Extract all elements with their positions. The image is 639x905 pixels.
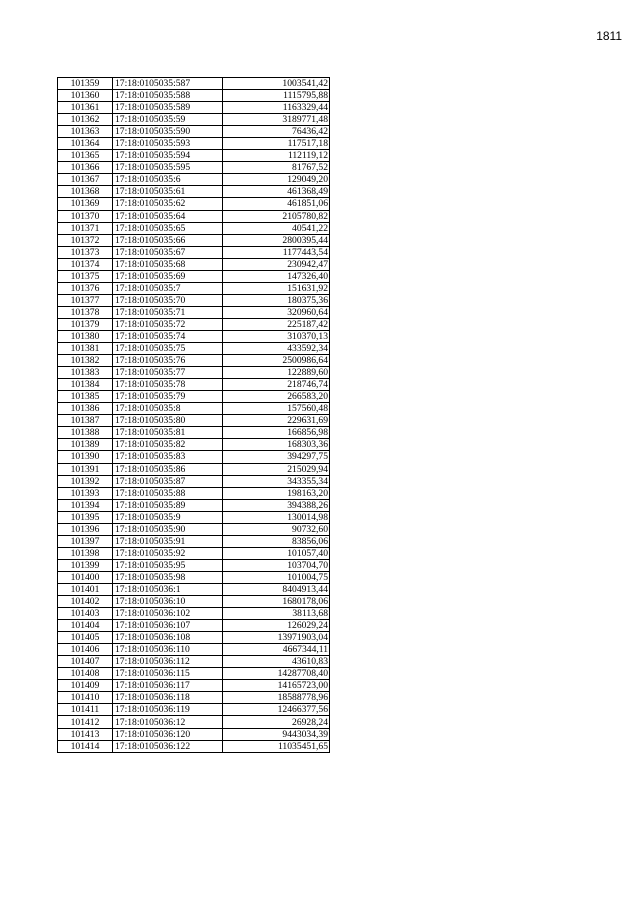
row-number-cell: 101370 (58, 210, 113, 222)
row-number-cell: 101386 (58, 403, 113, 415)
cadastral-number-cell: 17:18:0105035:81 (113, 427, 223, 439)
cadastral-number-cell: 17:18:0105036:102 (113, 608, 223, 620)
table-row (58, 234, 330, 246)
row-number-cell: 101392 (58, 475, 113, 487)
table-row (58, 644, 330, 656)
cadastral-number-cell: 17:18:0105035:77 (113, 367, 223, 379)
cadastral-value-cell: 129049,20 (223, 174, 330, 186)
cadastral-value-cell: 126029,24 (223, 620, 330, 632)
table-row (58, 620, 330, 632)
row-number-cell: 101362 (58, 114, 113, 126)
row-number-cell: 101401 (58, 583, 113, 595)
cadastral-value-cell: 14287708,40 (223, 668, 330, 680)
table-row (58, 439, 330, 451)
cadastral-number-cell: 17:18:0105035:78 (113, 379, 223, 391)
cadastral-number-cell: 17:18:0105035:70 (113, 294, 223, 306)
row-number-cell: 101395 (58, 511, 113, 523)
row-number-cell: 101396 (58, 523, 113, 535)
cadastral-value-cell: 394388,26 (223, 499, 330, 511)
row-number-cell: 101367 (58, 174, 113, 186)
table-row (58, 716, 330, 728)
table-row (58, 306, 330, 318)
cadastral-number-cell: 17:18:0105036:110 (113, 644, 223, 656)
cadastral-number-cell: 17:18:0105036:112 (113, 656, 223, 668)
table-row (58, 330, 330, 342)
cadastral-number-cell: 17:18:0105036:115 (113, 668, 223, 680)
table-row (58, 463, 330, 475)
cadastral-number-cell: 17:18:0105035:83 (113, 451, 223, 463)
cadastral-value-cell: 215029,94 (223, 463, 330, 475)
row-number-cell: 101406 (58, 644, 113, 656)
row-number-cell: 101397 (58, 535, 113, 547)
row-number-cell: 101360 (58, 90, 113, 102)
table-row (58, 451, 330, 463)
row-number-cell: 101410 (58, 692, 113, 704)
table-row (58, 355, 330, 367)
cadastral-number-cell: 17:18:0105035:88 (113, 487, 223, 499)
row-number-cell: 101376 (58, 282, 113, 294)
table-row (58, 427, 330, 439)
cadastral-number-cell: 17:18:0105036:118 (113, 692, 223, 704)
table-row (58, 282, 330, 294)
cadastral-value-cell: 11035451,65 (223, 740, 330, 752)
table-row (58, 632, 330, 644)
row-number-cell: 101380 (58, 330, 113, 342)
row-number-cell: 101408 (58, 668, 113, 680)
cadastral-number-cell: 17:18:0105036:1 (113, 583, 223, 595)
page-number: 1811 (596, 29, 622, 43)
row-number-cell: 101398 (58, 547, 113, 559)
cadastral-value-cell: 9443034,39 (223, 728, 330, 740)
table-row (58, 90, 330, 102)
table-row (58, 379, 330, 391)
table-row (58, 343, 330, 355)
table-row (58, 656, 330, 668)
table-row (58, 608, 330, 620)
cadastral-value-cell: 461368,49 (223, 186, 330, 198)
row-number-cell: 101382 (58, 355, 113, 367)
cadastral-number-cell: 17:18:0105035:8 (113, 403, 223, 415)
cadastral-number-cell: 17:18:0105035:80 (113, 415, 223, 427)
table-row (58, 740, 330, 752)
row-number-cell: 101403 (58, 608, 113, 620)
table-row (58, 162, 330, 174)
cadastral-number-cell: 17:18:0105035:62 (113, 198, 223, 210)
row-number-cell: 101365 (58, 150, 113, 162)
cadastral-number-cell: 17:18:0105035:588 (113, 90, 223, 102)
row-number-cell: 101369 (58, 198, 113, 210)
table-row (58, 210, 330, 222)
cadastral-value-cell: 1163329,44 (223, 102, 330, 114)
cadastral-value-cell: 229631,69 (223, 415, 330, 427)
table-row (58, 138, 330, 150)
cadastral-number-cell: 17:18:0105036:108 (113, 632, 223, 644)
cadastral-number-cell: 17:18:0105035:72 (113, 318, 223, 330)
cadastral-value-cell: 147326,40 (223, 270, 330, 282)
cadastral-value-cell: 14165723,00 (223, 680, 330, 692)
cadastral-value-cell: 1115795,88 (223, 90, 330, 102)
cadastral-value-cell: 8404913,44 (223, 583, 330, 595)
table-row (58, 559, 330, 571)
cadastral-number-cell: 17:18:0105035:587 (113, 78, 223, 90)
cadastral-number-cell: 17:18:0105035:74 (113, 330, 223, 342)
cadastral-value-cell: 320960,64 (223, 306, 330, 318)
table-body (58, 78, 330, 753)
table-row (58, 571, 330, 583)
cadastral-value-cell: 3189771,48 (223, 114, 330, 126)
cadastral-number-cell: 17:18:0105035:64 (113, 210, 223, 222)
cadastral-value-cell: 26928,24 (223, 716, 330, 728)
row-number-cell: 101404 (58, 620, 113, 632)
cadastral-number-cell: 17:18:0105035:7 (113, 282, 223, 294)
cadastral-number-cell: 17:18:0105035:90 (113, 523, 223, 535)
table-row (58, 258, 330, 270)
row-number-cell: 101394 (58, 499, 113, 511)
row-number-cell: 101363 (58, 126, 113, 138)
table-row (58, 198, 330, 210)
cadastral-value-cell: 461851,06 (223, 198, 330, 210)
row-number-cell: 101411 (58, 704, 113, 716)
table-row (58, 487, 330, 499)
row-number-cell: 101388 (58, 427, 113, 439)
cadastral-number-cell: 17:18:0105035:79 (113, 391, 223, 403)
cadastral-value-cell: 1680178,06 (223, 596, 330, 608)
row-number-cell: 101413 (58, 728, 113, 740)
cadastral-number-cell: 17:18:0105035:86 (113, 463, 223, 475)
table-row (58, 294, 330, 306)
table-row (58, 728, 330, 740)
table-row (58, 126, 330, 138)
cadastral-number-cell: 17:18:0105035:67 (113, 246, 223, 258)
row-number-cell: 101377 (58, 294, 113, 306)
cadastral-value-cell: 101004,75 (223, 571, 330, 583)
row-number-cell: 101400 (58, 571, 113, 583)
table-row (58, 475, 330, 487)
table-row (58, 499, 330, 511)
row-number-cell: 101389 (58, 439, 113, 451)
table-row (58, 668, 330, 680)
cadastral-value-cell: 198163,20 (223, 487, 330, 499)
row-number-cell: 101383 (58, 367, 113, 379)
row-number-cell: 101368 (58, 186, 113, 198)
cadastral-number-cell: 17:18:0105036:120 (113, 728, 223, 740)
cadastral-value-cell: 13971903,04 (223, 632, 330, 644)
cadastral-value-cell: 225187,42 (223, 318, 330, 330)
table-row (58, 78, 330, 90)
cadastral-number-cell: 17:18:0105035:87 (113, 475, 223, 487)
cadastral-value-cell: 83856,06 (223, 535, 330, 547)
cadastral-value-cell: 40541,22 (223, 222, 330, 234)
cadastral-number-cell: 17:18:0105035:92 (113, 547, 223, 559)
table-row (58, 511, 330, 523)
row-number-cell: 101414 (58, 740, 113, 752)
cadastral-value-cell: 18588778,96 (223, 692, 330, 704)
table-row (58, 535, 330, 547)
row-number-cell: 101366 (58, 162, 113, 174)
row-number-cell: 101407 (58, 656, 113, 668)
row-number-cell: 101387 (58, 415, 113, 427)
table-row (58, 704, 330, 716)
cadastral-number-cell: 17:18:0105035:91 (113, 535, 223, 547)
cadastral-number-cell: 17:18:0105035:589 (113, 102, 223, 114)
row-number-cell: 101409 (58, 680, 113, 692)
row-number-cell: 101393 (58, 487, 113, 499)
cadastral-value-cell: 81767,52 (223, 162, 330, 174)
cadastral-value-cell: 103704,70 (223, 559, 330, 571)
cadastral-value-cell: 394297,75 (223, 451, 330, 463)
cadastral-value-cell: 218746,74 (223, 379, 330, 391)
cadastral-number-cell: 17:18:0105035:595 (113, 162, 223, 174)
cadastral-number-cell: 17:18:0105035:66 (113, 234, 223, 246)
row-number-cell: 101361 (58, 102, 113, 114)
table-row (58, 246, 330, 258)
cadastral-number-cell: 17:18:0105036:119 (113, 704, 223, 716)
cadastral-value-cell: 230942,47 (223, 258, 330, 270)
row-number-cell: 101371 (58, 222, 113, 234)
cadastral-number-cell: 17:18:0105035:71 (113, 306, 223, 318)
table-row (58, 680, 330, 692)
cadastral-value-cell: 117517,18 (223, 138, 330, 150)
cadastral-number-cell: 17:18:0105035:89 (113, 499, 223, 511)
cadastral-number-cell: 17:18:0105035:6 (113, 174, 223, 186)
row-number-cell: 101379 (58, 318, 113, 330)
row-number-cell: 101402 (58, 596, 113, 608)
cadastral-number-cell: 17:18:0105035:9 (113, 511, 223, 523)
row-number-cell: 101364 (58, 138, 113, 150)
cadastral-value-cell: 12466377,56 (223, 704, 330, 716)
cadastral-number-cell: 17:18:0105035:594 (113, 150, 223, 162)
cadastral-number-cell: 17:18:0105036:10 (113, 596, 223, 608)
cadastral-number-cell: 17:18:0105035:593 (113, 138, 223, 150)
cadastral-number-cell: 17:18:0105035:590 (113, 126, 223, 138)
cadastral-number-cell: 17:18:0105036:12 (113, 716, 223, 728)
cadastral-number-cell: 17:18:0105035:76 (113, 355, 223, 367)
cadastral-number-cell: 17:18:0105035:59 (113, 114, 223, 126)
row-number-cell: 101378 (58, 306, 113, 318)
cadastral-number-cell: 17:18:0105036:107 (113, 620, 223, 632)
cadastral-value-cell: 1003541,42 (223, 78, 330, 90)
table-row (58, 692, 330, 704)
cadastral-value-cell: 101057,40 (223, 547, 330, 559)
row-number-cell: 101391 (58, 463, 113, 475)
cadastral-value-cell: 1177443,54 (223, 246, 330, 258)
row-number-cell: 101390 (58, 451, 113, 463)
row-number-cell: 101373 (58, 246, 113, 258)
table-row (58, 114, 330, 126)
cadastral-number-cell: 17:18:0105035:69 (113, 270, 223, 282)
cadastral-number-cell: 17:18:0105035:98 (113, 571, 223, 583)
row-number-cell: 101412 (58, 716, 113, 728)
cadastral-value-cell: 168303,36 (223, 439, 330, 451)
cadastral-value-cell: 43610,83 (223, 656, 330, 668)
row-number-cell: 101375 (58, 270, 113, 282)
cadastral-number-cell: 17:18:0105036:117 (113, 680, 223, 692)
cadastral-value-cell: 90732,60 (223, 523, 330, 535)
cadastral-value-cell: 76436,42 (223, 126, 330, 138)
cadastral-number-cell: 17:18:0105035:65 (113, 222, 223, 234)
cadastral-value-cell: 266583,20 (223, 391, 330, 403)
cadastral-value-cell: 38113,68 (223, 608, 330, 620)
table-row (58, 102, 330, 114)
table-row (58, 318, 330, 330)
cadastral-value-cell: 2105780,82 (223, 210, 330, 222)
cadastral-value-table (57, 77, 330, 753)
cadastral-value-cell: 2800395,44 (223, 234, 330, 246)
row-number-cell: 101405 (58, 632, 113, 644)
table-row (58, 174, 330, 186)
table-row (58, 222, 330, 234)
cadastral-number-cell: 17:18:0105035:82 (113, 439, 223, 451)
cadastral-value-cell: 151631,92 (223, 282, 330, 294)
table-row (58, 596, 330, 608)
row-number-cell: 101372 (58, 234, 113, 246)
table-row (58, 270, 330, 282)
cadastral-value-cell: 310370,13 (223, 330, 330, 342)
row-number-cell: 101359 (58, 78, 113, 90)
cadastral-value-cell: 130014,98 (223, 511, 330, 523)
table-row (58, 583, 330, 595)
row-number-cell: 101399 (58, 559, 113, 571)
cadastral-number-cell: 17:18:0105036:122 (113, 740, 223, 752)
cadastral-value-cell: 112119,12 (223, 150, 330, 162)
cadastral-value-cell: 122889,60 (223, 367, 330, 379)
cadastral-value-cell: 4667344,11 (223, 644, 330, 656)
cadastral-value-cell: 343355,34 (223, 475, 330, 487)
cadastral-value-cell: 433592,34 (223, 343, 330, 355)
cadastral-value-cell: 180375,36 (223, 294, 330, 306)
row-number-cell: 101381 (58, 343, 113, 355)
table-row (58, 391, 330, 403)
cadastral-number-cell: 17:18:0105035:75 (113, 343, 223, 355)
table-row (58, 150, 330, 162)
table-row (58, 367, 330, 379)
row-number-cell: 101384 (58, 379, 113, 391)
cadastral-value-cell: 166856,98 (223, 427, 330, 439)
table-row (58, 403, 330, 415)
cadastral-value-cell: 2500986,64 (223, 355, 330, 367)
row-number-cell: 101374 (58, 258, 113, 270)
cadastral-number-cell: 17:18:0105035:68 (113, 258, 223, 270)
row-number-cell: 101385 (58, 391, 113, 403)
table-row (58, 415, 330, 427)
cadastral-number-cell: 17:18:0105035:61 (113, 186, 223, 198)
table-row (58, 523, 330, 535)
cadastral-value-cell: 157560,48 (223, 403, 330, 415)
table-row (58, 186, 330, 198)
table-row (58, 547, 330, 559)
cadastral-number-cell: 17:18:0105035:95 (113, 559, 223, 571)
